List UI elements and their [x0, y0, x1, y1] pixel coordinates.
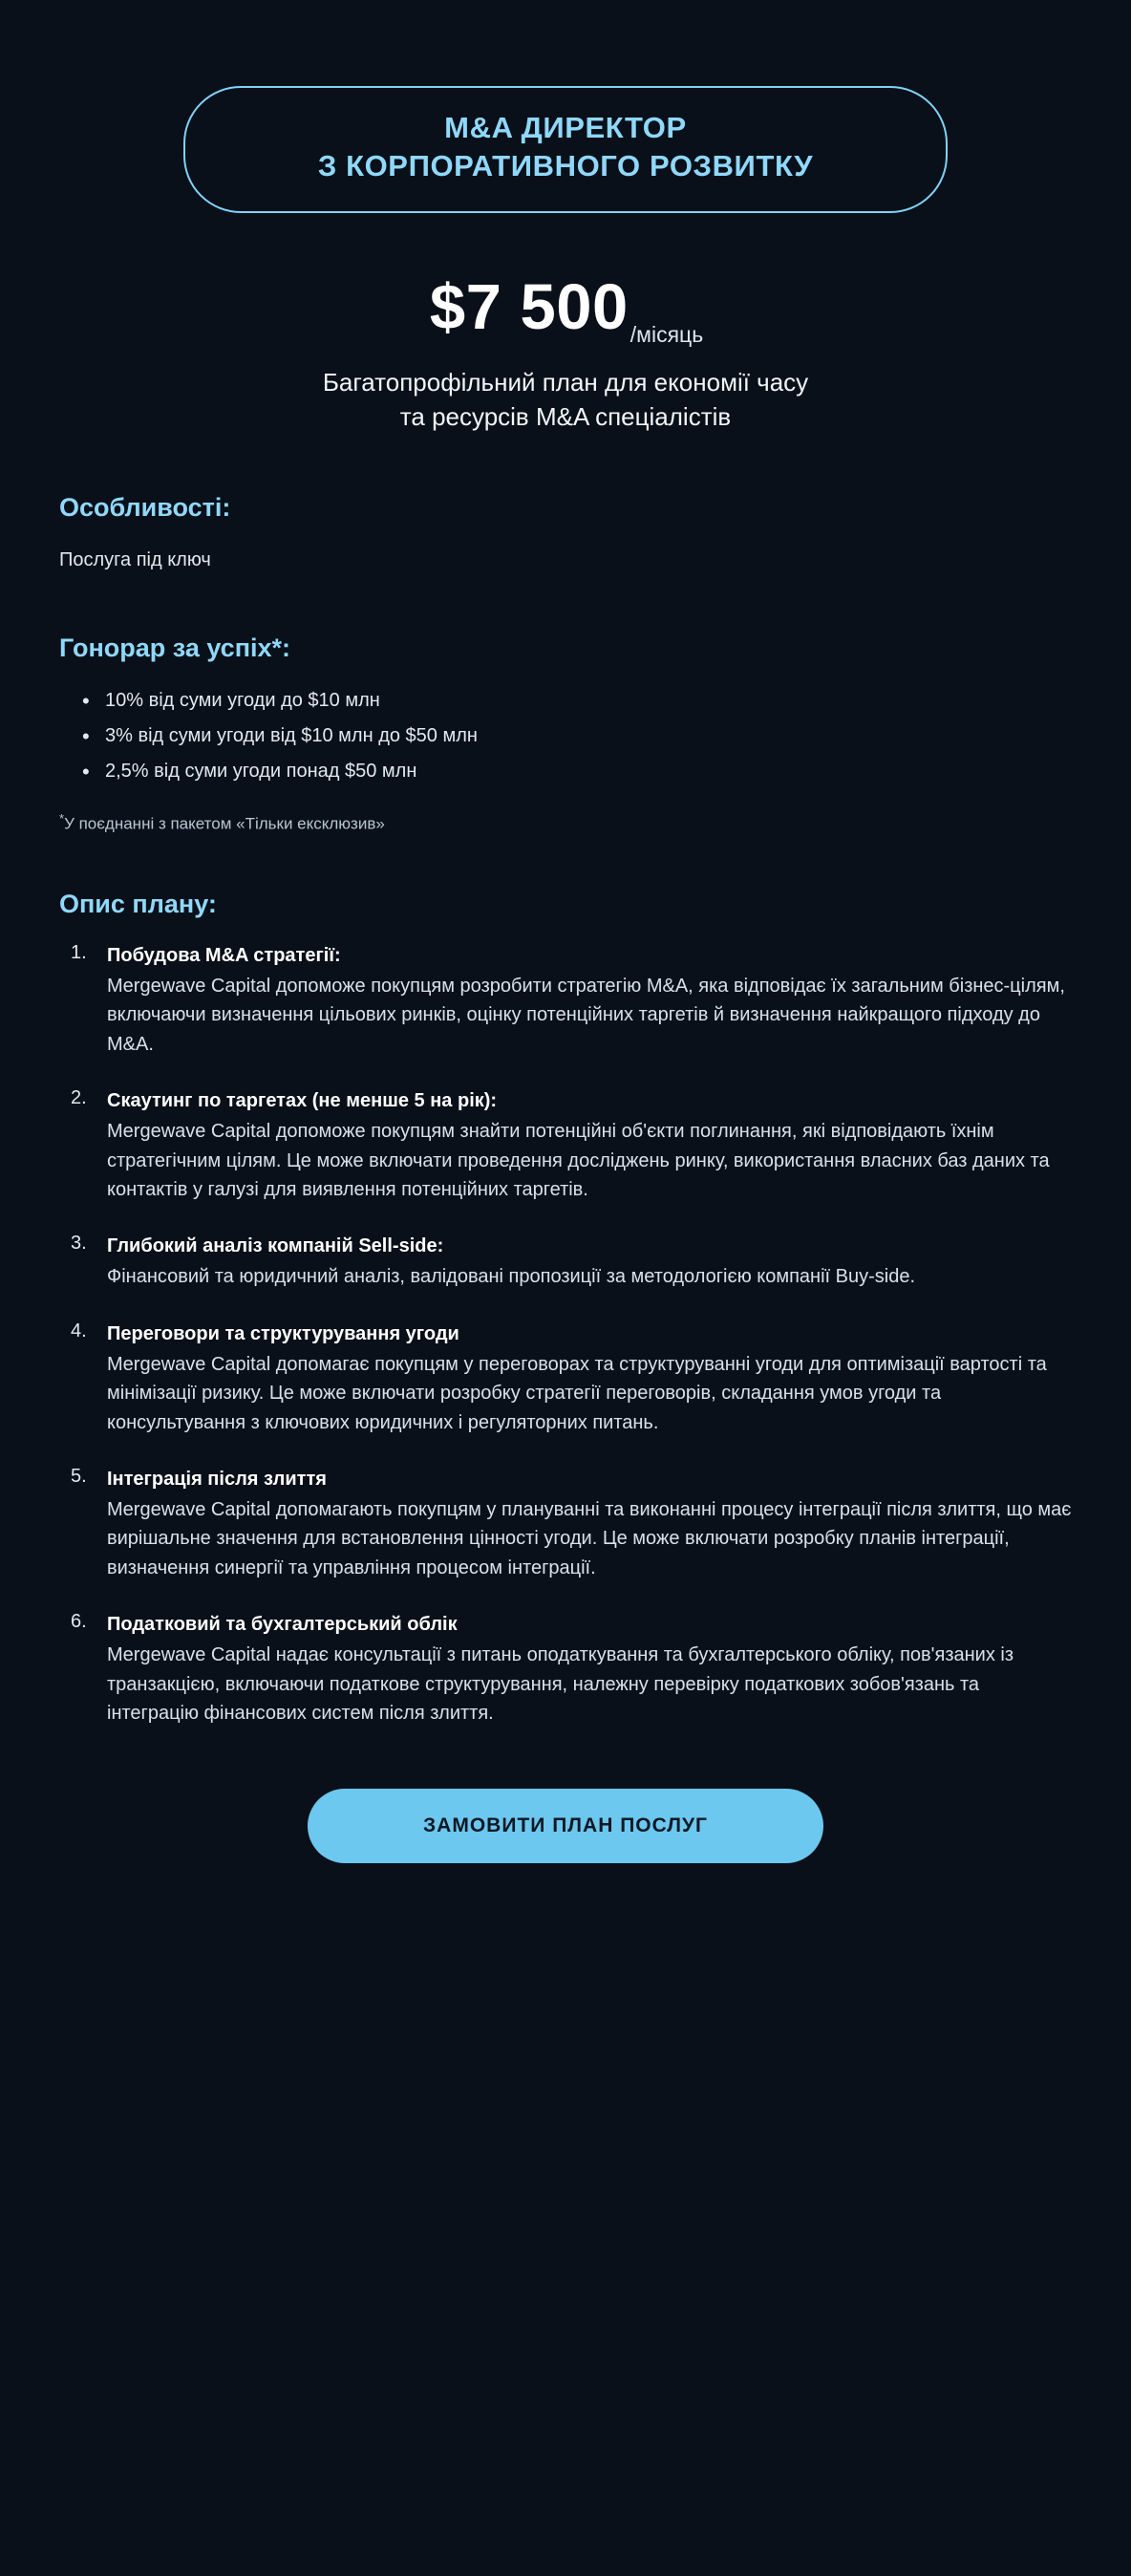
- plan-subtitle: [59, 365, 1072, 435]
- plan-subtitle-line-2: та ресурсів M&A спеціалістів: [399, 401, 732, 431]
- price-period: /місяць: [630, 321, 704, 347]
- price-row: [59, 270, 1072, 347]
- list-item: [59, 1233, 1072, 1291]
- plan-item-body: Mergewave Capital допомагають покупцям у плануванні та виконанні процесу інтеграції після злиття, що має вирішальне значення для встановлення цінності угоди. Це може включати розробку планів інтеграції, визначення синергії та управління процесом інтеграції.: [107, 1498, 1072, 1578]
- plan-item-title: Побудова M&A стратегії:: [107, 945, 341, 967]
- plan-subtitle-line-1: Багатопрофільний план для економії часу: [322, 367, 809, 397]
- plan-item-body: Mergewave Capital допомагає покупцям у переговорах та структуруванні угоди для оптимізації вартості та мінімізації ризику. Це може включати розробку стратегії переговорів, складання умов угоди та консультування з ключових юридичних і регуляторних питань.: [107, 1353, 1047, 1433]
- plan-title-line-1: M&A ДИРЕКТОР: [444, 111, 687, 144]
- features-heading: Особливості:: [59, 493, 231, 523]
- title-pill-container: [59, 0, 1072, 213]
- list-item: • 10% від суми угоди до $10 млн: [75, 686, 1072, 716]
- success-fee-footnote: [59, 811, 1072, 834]
- plan-item-title: Скаутинг по таргетах (не менше 5 на рік):: [107, 1090, 498, 1112]
- list-item: [59, 1466, 1072, 1582]
- plan-item-title: Податковий та бухгалтерський облік: [107, 1614, 458, 1636]
- plan-item-body: Фінансовий та юридичний аналіз, валідовані пропозиції за методологією компанії Buy-side.: [107, 1266, 916, 1288]
- plan-item-body: Mergewave Capital допоможе покупцям знайти потенційні об'єкти поглинання, які відповідають їхнім стратегічним цілям. Це може включати проведення досліджень ринку, використання власних баз даних та контактів у галузі для виявлення потенційних таргетів.: [107, 1121, 1050, 1200]
- cta-container: [59, 1789, 1072, 1955]
- price-amount: $7 500: [429, 270, 629, 343]
- list-item: • 3% від суми угоди від $10 млн до $50 млн: [75, 721, 1072, 751]
- price-block: [59, 270, 1072, 435]
- list-item: [59, 1320, 1072, 1437]
- plan-description-heading: Опис плану:: [59, 890, 217, 919]
- success-fee-list: [75, 686, 1072, 786]
- plan-item-title: Інтеграція після злиття: [107, 1468, 327, 1490]
- order-plan-button[interactable]: ЗАМОВИТИ ПЛАН ПОСЛУГ: [308, 1789, 823, 1863]
- footnote-marker: *: [59, 811, 65, 826]
- features-text: Послуга під ключ: [59, 549, 211, 571]
- plan-item-title: Глибокий аналіз компаній Sell-side:: [107, 1235, 444, 1257]
- list-item: [59, 942, 1072, 1059]
- success-fee-heading: Гонорар за успіх*:: [59, 633, 291, 663]
- list-item: [59, 1611, 1072, 1728]
- plan-title-pill: [183, 86, 948, 213]
- list-item: [59, 1087, 1072, 1204]
- plan-item-body: Mergewave Capital надає консультації з питань оподаткування та бухгалтерського обліку, пов'язаних із транзакцією, включаючи податкове структурування, належну перевірку податкових зобов'язань та інтеграцію фінансових систем після злиття.: [107, 1644, 1014, 1724]
- footnote-text: У поєднанні з пакетом «Тільки ексклюзив»: [64, 815, 385, 834]
- list-item: • 2,5% від суми угоди понад $50 млн: [75, 757, 1072, 786]
- plan-item-body: Mergewave Capital допоможе покупцям розробити стратегію M&A, яка відповідає їх загальним бізнес-цілям, включаючи визначення цільових ринків, оцінку потенційних таргетів й визначення найкращого підходу до M&A.: [107, 976, 1065, 1055]
- plan-title-line-2: З КОРПОРАТИВНОГО РОЗВИТКУ: [317, 149, 814, 183]
- plan-item-title: Переговори та структурування угоди: [107, 1322, 459, 1344]
- plan-description-list: [59, 942, 1072, 1728]
